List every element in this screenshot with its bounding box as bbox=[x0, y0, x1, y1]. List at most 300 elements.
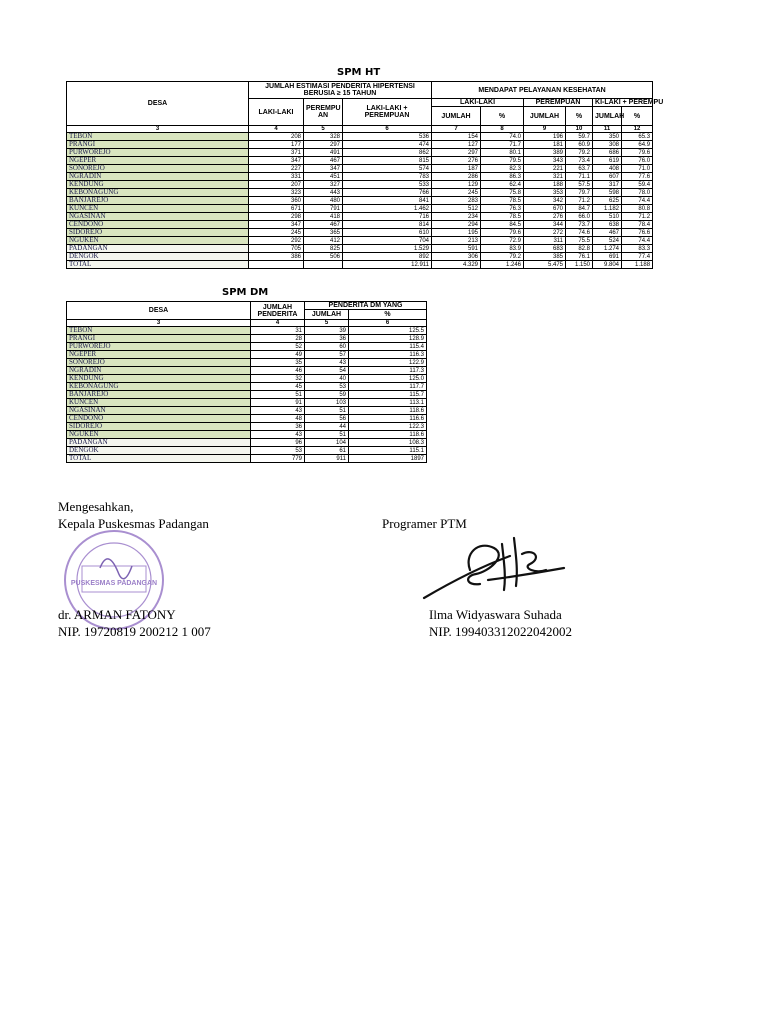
dm-table-row bbox=[67, 431, 427, 439]
dm-value-cell: 61 bbox=[305, 447, 349, 455]
dm-table-row bbox=[67, 351, 427, 359]
dm-value-cell: 52 bbox=[251, 343, 305, 351]
ht-value-cell: 1.529 bbox=[343, 245, 432, 253]
ht-value-cell: 297 bbox=[304, 141, 343, 149]
dm-value-cell: 115.1 bbox=[349, 447, 427, 455]
dm-value-cell: 125.0 bbox=[349, 375, 427, 383]
ht-value-cell: 63.7 bbox=[566, 165, 593, 173]
dm-value-cell: 113.1 bbox=[349, 399, 427, 407]
dm-table-row bbox=[67, 423, 427, 431]
ht-table-row bbox=[67, 157, 653, 165]
dm-value-cell: 115.4 bbox=[349, 343, 427, 351]
ht-desa-cell: DENGOK bbox=[67, 253, 249, 261]
ht-table-row bbox=[67, 237, 653, 245]
dm-value-cell: 51 bbox=[305, 431, 349, 439]
dm-value-cell: 32 bbox=[251, 375, 305, 383]
stamp-text: PUSKESMAS PADANGAN bbox=[70, 580, 158, 587]
ht-value-cell: 321 bbox=[524, 173, 566, 181]
ht-value-cell: 791 bbox=[304, 205, 343, 213]
ht-value-cell: 841 bbox=[343, 197, 432, 205]
dm-table-row bbox=[67, 407, 427, 415]
dm-desa-cell: TOTAL bbox=[67, 455, 251, 463]
left-signer-nip: NIP. 19720819 200212 1 007 bbox=[58, 624, 211, 639]
dm-table-row bbox=[67, 335, 427, 343]
dm-header-jumlah: JUMLAH bbox=[305, 310, 349, 320]
mengesahkan-text: Mengesahkan, bbox=[58, 499, 134, 514]
ht-value-cell: 127 bbox=[432, 141, 481, 149]
ht-table-row bbox=[67, 261, 653, 269]
ht-column-index: 9 bbox=[524, 126, 566, 133]
dm-value-cell: 39 bbox=[305, 327, 349, 335]
ht-value-cell: 671 bbox=[249, 205, 304, 213]
dm-value-cell: 118.6 bbox=[349, 407, 427, 415]
ht-value-cell: 327 bbox=[304, 181, 343, 189]
ht-value-cell: 12.911 bbox=[343, 261, 432, 269]
ht-value-cell: 610 bbox=[343, 229, 432, 237]
ht-value-cell: 73.7 bbox=[566, 221, 593, 229]
ht-value-cell: 71.7 bbox=[481, 141, 524, 149]
ht-desa-cell: SONOREJO bbox=[67, 165, 249, 173]
spm-dm-table bbox=[66, 301, 427, 463]
ht-table-row bbox=[67, 213, 653, 221]
ht-value-cell: 311 bbox=[524, 237, 566, 245]
dm-desa-cell: NGRADIN bbox=[67, 367, 251, 375]
ht-value-cell: 76.3 bbox=[481, 205, 524, 213]
ht-value-cell: 78.0 bbox=[622, 189, 653, 197]
spm-ht-table bbox=[66, 81, 664, 269]
ht-value-cell: 766 bbox=[343, 189, 432, 197]
ht-header-estimasi: JUMLAH ESTIMASI PENDERITA HIPERTENSI BERUSIA ≥ 15 TAHUN bbox=[249, 82, 432, 99]
ht-value-cell: 83.9 bbox=[481, 245, 524, 253]
ht-value-cell: 71.0 bbox=[622, 165, 653, 173]
ht-table-row bbox=[67, 141, 653, 149]
right-signer-nip: NIP. 199403312022042002 bbox=[429, 624, 573, 639]
ht-value-cell: 75.8 bbox=[481, 189, 524, 197]
ht-value-cell: 79.2 bbox=[481, 253, 524, 261]
ht-value-cell: 65.3 bbox=[622, 133, 653, 141]
ht-value-cell: 298 bbox=[249, 213, 304, 221]
ht-value-cell: 82.8 bbox=[566, 245, 593, 253]
ht-header-desa: DESA bbox=[67, 82, 249, 126]
ht-value-cell: 79.5 bbox=[481, 157, 524, 165]
dm-value-cell: 54 bbox=[305, 367, 349, 375]
handwritten-signature bbox=[418, 528, 568, 610]
ht-value-cell: 195 bbox=[432, 229, 481, 237]
dm-value-cell: 116.3 bbox=[349, 351, 427, 359]
dm-column-index-row bbox=[67, 320, 427, 327]
ht-desa-cell: NGRADIN bbox=[67, 173, 249, 181]
ht-desa-cell: PURWOREJO bbox=[67, 149, 249, 157]
dm-table-row bbox=[67, 343, 427, 351]
ht-column-index: 5 bbox=[304, 126, 343, 133]
ht-desa-cell: KEBONAGUNG bbox=[67, 189, 249, 197]
ht-value-cell: 77.4 bbox=[622, 253, 653, 261]
ht-value-cell: 510 bbox=[593, 213, 622, 221]
ht-desa-cell: TOTAL bbox=[67, 261, 249, 269]
ht-header-pct-3: % bbox=[622, 107, 653, 126]
dm-desa-cell: DENGOK bbox=[67, 447, 251, 455]
ht-value-cell: 129 bbox=[432, 181, 481, 189]
ht-value-cell: 297 bbox=[432, 149, 481, 157]
ht-value-cell: 59.4 bbox=[622, 181, 653, 189]
dm-column-index: 3 bbox=[67, 320, 251, 327]
kepala-puskesmas-text: Kepala Puskesmas Padangan bbox=[58, 516, 209, 531]
ht-value-cell: 84.5 bbox=[481, 221, 524, 229]
dm-header-desa: DESA bbox=[67, 302, 251, 320]
ht-value-cell: 365 bbox=[304, 229, 343, 237]
ht-value-cell: 294 bbox=[432, 221, 481, 229]
dm-table-row bbox=[67, 375, 427, 383]
ht-desa-cell: PADANGAN bbox=[67, 245, 249, 253]
dm-value-cell: 122.9 bbox=[349, 359, 427, 367]
ht-value-cell: 188 bbox=[524, 181, 566, 189]
dm-value-cell: 1897 bbox=[349, 455, 427, 463]
dm-value-cell: 28 bbox=[251, 335, 305, 343]
ht-value-cell: 451 bbox=[304, 173, 343, 181]
ht-value-cell: 347 bbox=[304, 165, 343, 173]
ht-table-row bbox=[67, 229, 653, 237]
dm-value-cell: 103 bbox=[305, 399, 349, 407]
dm-value-cell: 49 bbox=[251, 351, 305, 359]
ht-table-row bbox=[67, 197, 653, 205]
dm-value-cell: 911 bbox=[305, 455, 349, 463]
ht-value-cell: 524 bbox=[593, 237, 622, 245]
ht-value-cell: 79.6 bbox=[481, 229, 524, 237]
dm-desa-cell: BANJAREJO bbox=[67, 391, 251, 399]
dm-value-cell: 51 bbox=[305, 407, 349, 415]
ht-column-index: 7 bbox=[432, 126, 481, 133]
dm-desa-cell: KUNCEN bbox=[67, 399, 251, 407]
dm-value-cell: 36 bbox=[305, 335, 349, 343]
ht-value-cell: 196 bbox=[524, 133, 566, 141]
spm-dm-title: SPM DM bbox=[222, 287, 269, 298]
dm-value-cell: 96 bbox=[251, 439, 305, 447]
ht-value-cell: 317 bbox=[593, 181, 622, 189]
dm-value-cell: 36 bbox=[251, 423, 305, 431]
ht-header-sub-lp: KI-LAKI + PEREMPU bbox=[593, 99, 653, 107]
ht-value-cell: 347 bbox=[249, 157, 304, 165]
ht-column-index: 8 bbox=[481, 126, 524, 133]
dm-value-cell: 35 bbox=[251, 359, 305, 367]
ht-value-cell: 74.0 bbox=[481, 133, 524, 141]
dm-value-cell: 48 bbox=[251, 415, 305, 423]
ht-value-cell: 80.1 bbox=[481, 149, 524, 157]
ht-column-index: 4 bbox=[249, 126, 304, 133]
ht-desa-cell: KUNCEN bbox=[67, 205, 249, 213]
ht-value-cell: 323 bbox=[249, 189, 304, 197]
ht-value-cell: 892 bbox=[343, 253, 432, 261]
ht-value-cell: 74.4 bbox=[622, 197, 653, 205]
ht-value-cell: 73.4 bbox=[566, 157, 593, 165]
ht-value-cell: 276 bbox=[432, 157, 481, 165]
ht-value-cell: 57.5 bbox=[566, 181, 593, 189]
ht-value-cell bbox=[304, 261, 343, 269]
ht-header-jumlah-2: JUMLAH bbox=[524, 107, 566, 126]
ht-table-row bbox=[67, 245, 653, 253]
ht-value-cell: 705 bbox=[249, 245, 304, 253]
ht-value-cell: 245 bbox=[432, 189, 481, 197]
ht-value-cell: 670 bbox=[524, 205, 566, 213]
dm-header-penderita-dm: PENDERITA DM YANG bbox=[305, 302, 427, 310]
ht-value-cell: 491 bbox=[304, 149, 343, 157]
dm-value-cell: 115.7 bbox=[349, 391, 427, 399]
ht-value-cell: 79.7 bbox=[566, 189, 593, 197]
dm-value-cell: 116.6 bbox=[349, 415, 427, 423]
ht-table-row bbox=[67, 165, 653, 173]
ht-value-cell: 76.1 bbox=[566, 253, 593, 261]
ht-table-row bbox=[67, 173, 653, 181]
ht-table-row bbox=[67, 133, 653, 141]
dm-value-cell: 53 bbox=[251, 447, 305, 455]
dm-desa-cell: KENDUNG bbox=[67, 375, 251, 383]
dm-desa-cell: PURWOREJO bbox=[67, 343, 251, 351]
ht-desa-cell: BANJAREJO bbox=[67, 197, 249, 205]
ht-table-row bbox=[67, 253, 653, 261]
dm-table-row bbox=[67, 439, 427, 447]
ht-value-cell: 71.1 bbox=[566, 173, 593, 181]
dm-value-cell: 60 bbox=[305, 343, 349, 351]
ht-column-index-row bbox=[67, 126, 653, 133]
ht-value-cell: 77.6 bbox=[622, 173, 653, 181]
ht-value-cell: 408 bbox=[593, 165, 622, 173]
dm-value-cell: 779 bbox=[251, 455, 305, 463]
ht-value-cell: 467 bbox=[593, 229, 622, 237]
dm-value-cell: 44 bbox=[305, 423, 349, 431]
ht-value-cell: 474 bbox=[343, 141, 432, 149]
ht-value-cell: 598 bbox=[593, 189, 622, 197]
dm-column-index: 5 bbox=[305, 320, 349, 327]
ht-value-cell: 221 bbox=[524, 165, 566, 173]
dm-table-row bbox=[67, 415, 427, 423]
ht-value-cell: 347 bbox=[249, 221, 304, 229]
ht-value-cell: 625 bbox=[593, 197, 622, 205]
dm-value-cell: 43 bbox=[251, 407, 305, 415]
ht-column-index: 3 bbox=[67, 126, 249, 133]
ht-value-cell: 342 bbox=[524, 197, 566, 205]
ht-table-row bbox=[67, 221, 653, 229]
ht-value-cell: 412 bbox=[304, 237, 343, 245]
dm-desa-cell: SIDOREJO bbox=[67, 423, 251, 431]
ht-value-cell: 386 bbox=[249, 253, 304, 261]
ht-header-sub-laki: LAKI-LAKI bbox=[432, 99, 524, 107]
ht-value-cell: 292 bbox=[249, 237, 304, 245]
ht-value-cell: 60.9 bbox=[566, 141, 593, 149]
ht-value-cell: 227 bbox=[249, 165, 304, 173]
ht-value-cell: 154 bbox=[432, 133, 481, 141]
ht-value-cell: 207 bbox=[249, 181, 304, 189]
ht-value-cell: 360 bbox=[249, 197, 304, 205]
ht-value-cell: 389 bbox=[524, 149, 566, 157]
ht-table-row bbox=[67, 205, 653, 213]
ht-header-laki: LAKI-LAKI bbox=[249, 99, 304, 126]
ht-value-cell: 716 bbox=[343, 213, 432, 221]
ht-value-cell: 286 bbox=[432, 173, 481, 181]
ht-value-cell: 59.7 bbox=[566, 133, 593, 141]
ht-value-cell: 825 bbox=[304, 245, 343, 253]
ht-value-cell: 467 bbox=[304, 221, 343, 229]
ht-value-cell: 71.2 bbox=[566, 197, 593, 205]
ht-value-cell: 1.188 bbox=[622, 261, 653, 269]
ht-value-cell: 343 bbox=[524, 157, 566, 165]
ht-value-cell: 187 bbox=[432, 165, 481, 173]
ht-value-cell: 353 bbox=[524, 189, 566, 197]
dm-table-row bbox=[67, 399, 427, 407]
dm-value-cell: 128.9 bbox=[349, 335, 427, 343]
ht-value-cell: 512 bbox=[432, 205, 481, 213]
ht-value-cell: 78.5 bbox=[481, 197, 524, 205]
ht-value-cell: 1.182 bbox=[593, 205, 622, 213]
dm-desa-cell: KEBONAGUNG bbox=[67, 383, 251, 391]
dm-value-cell: 45 bbox=[251, 383, 305, 391]
dm-desa-cell: SONOREJO bbox=[67, 359, 251, 367]
ht-value-cell: 862 bbox=[343, 149, 432, 157]
dm-value-cell: 118.6 bbox=[349, 431, 427, 439]
ht-value-cell: 350 bbox=[593, 133, 622, 141]
ht-value-cell: 480 bbox=[304, 197, 343, 205]
ht-value-cell: 75.5 bbox=[566, 237, 593, 245]
ht-value-cell: 443 bbox=[304, 189, 343, 197]
ht-desa-cell: NGEPER bbox=[67, 157, 249, 165]
ht-value-cell: 619 bbox=[593, 157, 622, 165]
ht-value-cell: 306 bbox=[432, 253, 481, 261]
ht-value-cell: 1.274 bbox=[593, 245, 622, 253]
ht-header-pct-2: % bbox=[566, 107, 593, 126]
ht-value-cell: 79.2 bbox=[566, 149, 593, 157]
ht-value-cell: 686 bbox=[593, 149, 622, 157]
ht-header-pelayanan: MENDAPAT PELAYANAN KESEHATAN bbox=[432, 82, 653, 99]
dm-table-row bbox=[67, 327, 427, 335]
ht-value-cell: 71.2 bbox=[622, 213, 653, 221]
ht-header-sub-perempuan: PEREMPUAN bbox=[524, 99, 593, 107]
ht-value-cell: 308 bbox=[593, 141, 622, 149]
ht-value-cell: 533 bbox=[343, 181, 432, 189]
ht-value-cell: 76.0 bbox=[622, 157, 653, 165]
dm-table-row bbox=[67, 391, 427, 399]
dm-value-cell: 104 bbox=[305, 439, 349, 447]
ht-value-cell: 344 bbox=[524, 221, 566, 229]
ht-value-cell: 272 bbox=[524, 229, 566, 237]
ht-value-cell: 1.246 bbox=[481, 261, 524, 269]
ht-value-cell: 276 bbox=[524, 213, 566, 221]
ht-value-cell: 79.6 bbox=[622, 149, 653, 157]
ht-value-cell: 80.8 bbox=[622, 205, 653, 213]
ht-value-cell: 385 bbox=[524, 253, 566, 261]
dm-desa-cell: NGUKEN bbox=[67, 431, 251, 439]
ht-desa-cell: CENDONO bbox=[67, 221, 249, 229]
ht-header-jumlah-3: JUMLAH bbox=[593, 107, 622, 126]
ht-value-cell: 607 bbox=[593, 173, 622, 181]
dm-desa-cell: CENDONO bbox=[67, 415, 251, 423]
ht-value-cell: 1.462 bbox=[343, 205, 432, 213]
ht-value-cell: 371 bbox=[249, 149, 304, 157]
dm-desa-cell: PRANGI bbox=[67, 335, 251, 343]
dm-table-row bbox=[67, 359, 427, 367]
dm-value-cell: 91 bbox=[251, 399, 305, 407]
ht-value-cell: 82.3 bbox=[481, 165, 524, 173]
ht-value-cell: 177 bbox=[249, 141, 304, 149]
ht-value-cell: 591 bbox=[432, 245, 481, 253]
programer-ptm-text: Programer PTM bbox=[382, 516, 467, 531]
ht-value-cell: 78.5 bbox=[481, 213, 524, 221]
dm-value-cell: 31 bbox=[251, 327, 305, 335]
dm-header-jumlah-penderita: JUMLAH PENDERITA bbox=[251, 302, 305, 320]
ht-desa-cell: NGUKEN bbox=[67, 237, 249, 245]
ht-table-row bbox=[67, 181, 653, 189]
ht-column-index: 11 bbox=[593, 126, 622, 133]
dm-value-cell: 108.3 bbox=[349, 439, 427, 447]
ht-value-cell: 84.7 bbox=[566, 205, 593, 213]
dm-value-cell: 57 bbox=[305, 351, 349, 359]
left-signer-name: dr. ARMAN FATONY bbox=[58, 607, 176, 622]
ht-value-cell: 467 bbox=[304, 157, 343, 165]
ht-desa-cell: KENDUNG bbox=[67, 181, 249, 189]
dm-value-cell: 40 bbox=[305, 375, 349, 383]
ht-header-laki-perempuan: LAKI-LAKI + PEREMPUAN bbox=[343, 99, 432, 126]
ht-column-index: 10 bbox=[566, 126, 593, 133]
ht-table-row bbox=[67, 189, 653, 197]
ht-value-cell: 5.475 bbox=[524, 261, 566, 269]
ht-table-row bbox=[67, 149, 653, 157]
ht-value-cell: 783 bbox=[343, 173, 432, 181]
dm-table-row bbox=[67, 367, 427, 375]
ht-value-cell: 815 bbox=[343, 157, 432, 165]
ht-column-index: 12 bbox=[622, 126, 653, 133]
ht-value-cell: 208 bbox=[249, 133, 304, 141]
ht-value-cell bbox=[249, 261, 304, 269]
ht-desa-cell: SIDOREJO bbox=[67, 229, 249, 237]
dm-value-cell: 51 bbox=[251, 391, 305, 399]
dm-table-row bbox=[67, 447, 427, 455]
dm-value-cell: 125.5 bbox=[349, 327, 427, 335]
ht-value-cell: 331 bbox=[249, 173, 304, 181]
dm-value-cell: 46 bbox=[251, 367, 305, 375]
spm-ht-title: SPM HT bbox=[337, 67, 381, 78]
ht-column-index: 6 bbox=[343, 126, 432, 133]
dm-value-cell: 56 bbox=[305, 415, 349, 423]
ht-value-cell: 213 bbox=[432, 237, 481, 245]
dm-value-cell: 59 bbox=[305, 391, 349, 399]
dm-desa-cell: TEBON bbox=[67, 327, 251, 335]
dm-value-cell: 117.7 bbox=[349, 383, 427, 391]
ht-value-cell: 536 bbox=[343, 133, 432, 141]
dm-value-cell: 122.3 bbox=[349, 423, 427, 431]
ht-value-cell: 245 bbox=[249, 229, 304, 237]
ht-value-cell: 574 bbox=[343, 165, 432, 173]
dm-value-cell: 43 bbox=[251, 431, 305, 439]
right-signer-name: Ilma Widyaswara Suhada bbox=[429, 607, 562, 622]
dm-header-pct: % bbox=[349, 310, 427, 320]
ht-value-cell: 283 bbox=[432, 197, 481, 205]
ht-header-perempuan: PEREMPU AN bbox=[304, 99, 343, 126]
ht-value-cell: 1.150 bbox=[566, 261, 593, 269]
dm-desa-cell: PADANGAN bbox=[67, 439, 251, 447]
ht-header-pct-1: % bbox=[481, 107, 524, 126]
ht-value-cell: 64.9 bbox=[622, 141, 653, 149]
dm-value-cell: 53 bbox=[305, 383, 349, 391]
dm-value-cell: 117.3 bbox=[349, 367, 427, 375]
ht-value-cell: 683 bbox=[524, 245, 566, 253]
dm-column-index: 6 bbox=[349, 320, 427, 327]
ht-desa-cell: PRANGI bbox=[67, 141, 249, 149]
ht-value-cell: 86.3 bbox=[481, 173, 524, 181]
ht-value-cell: 814 bbox=[343, 221, 432, 229]
dm-value-cell: 43 bbox=[305, 359, 349, 367]
ht-value-cell: 638 bbox=[593, 221, 622, 229]
ht-value-cell: 704 bbox=[343, 237, 432, 245]
ht-value-cell: 9.804 bbox=[593, 261, 622, 269]
dm-desa-cell: NGEPER bbox=[67, 351, 251, 359]
ht-value-cell: 62.4 bbox=[481, 181, 524, 189]
